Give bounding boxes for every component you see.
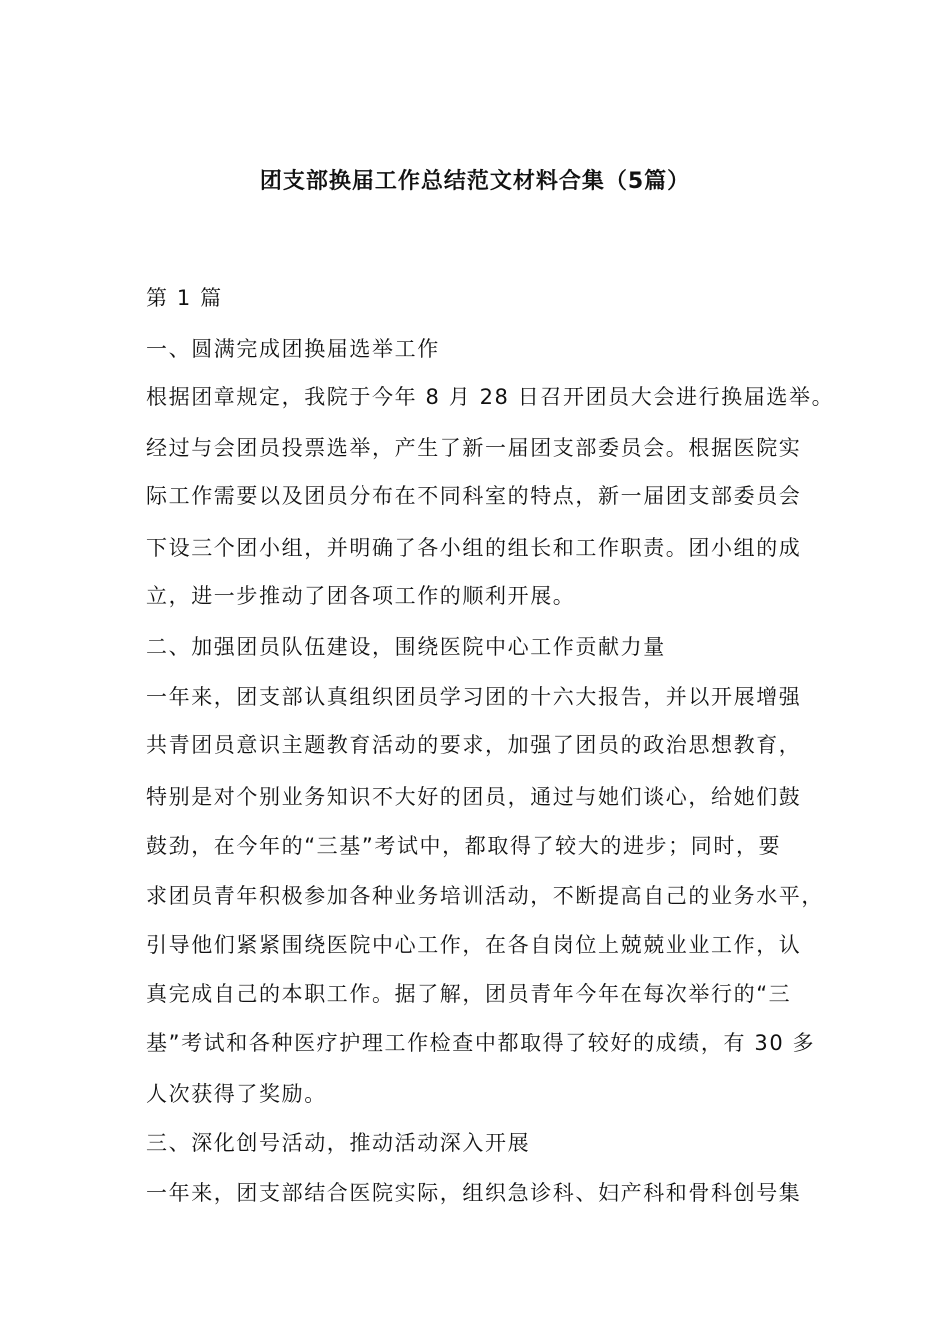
paragraph-line: 一年来，团支部结合医院实际，组织急诊科、妇产科和骨科创号集 — [146, 1181, 802, 1205]
paragraph-line: 立，进一步推动了团各项工作的顺利开展。 — [146, 584, 576, 608]
paragraph-line: 经过与会团员投票选举，产生了新一届团支部委员会。根据医院实 — [146, 436, 802, 460]
paragraph-line: 鼓劲，在今年的“三基”考试中，都取得了较大的进步；同时，要 — [146, 834, 782, 858]
section-label: 第 1 篇 — [146, 286, 223, 310]
paragraph-line: 共青团员意识主题教育活动的要求，加强了团员的政治思想教育， — [146, 733, 802, 757]
section-heading: 一、圆满完成团换届选举工作 — [146, 337, 440, 361]
document-title: 团支部换届工作总结范文材料合集（5篇） — [259, 169, 691, 194]
paragraph-line: 真完成自己的本职工作。据了解，团员青年今年在每次举行的“三 — [146, 982, 792, 1006]
section-heading: 三、深化创号活动，推动活动深入开展 — [146, 1131, 531, 1155]
paragraph-line: 下设三个团小组，并明确了各小组的组长和工作职责。团小组的成 — [146, 536, 802, 560]
section-heading: 二、加强团员队伍建设，围绕医院中心工作贡献力量 — [146, 635, 666, 659]
paragraph-line: 根据团章规定，我院于今年 8 月 28 日召开团员大会进行换届选举。 — [146, 385, 835, 409]
paragraph-line: 引导他们紧紧围绕医院中心工作，在各自岗位上兢兢业业工作，认 — [146, 933, 802, 957]
paragraph-line: 基”考试和各种医疗护理工作检查中都取得了较好的成绩，有 30 多 — [146, 1031, 816, 1055]
paragraph-line: 特别是对个别业务知识不大好的团员，通过与她们谈心，给她们鼓 — [146, 785, 802, 809]
paragraph-line: 际工作需要以及团员分布在不同科室的特点，新一届团支部委员会 — [146, 484, 802, 508]
paragraph-line: 一年来，团支部认真组织团员学习团的十六大报告，并以开展增强 — [146, 685, 802, 709]
paragraph-line: 人次获得了奖励。 — [146, 1082, 327, 1106]
paragraph-line: 求团员青年积极参加各种业务培训活动，不断提高自己的业务水平， — [146, 884, 824, 908]
